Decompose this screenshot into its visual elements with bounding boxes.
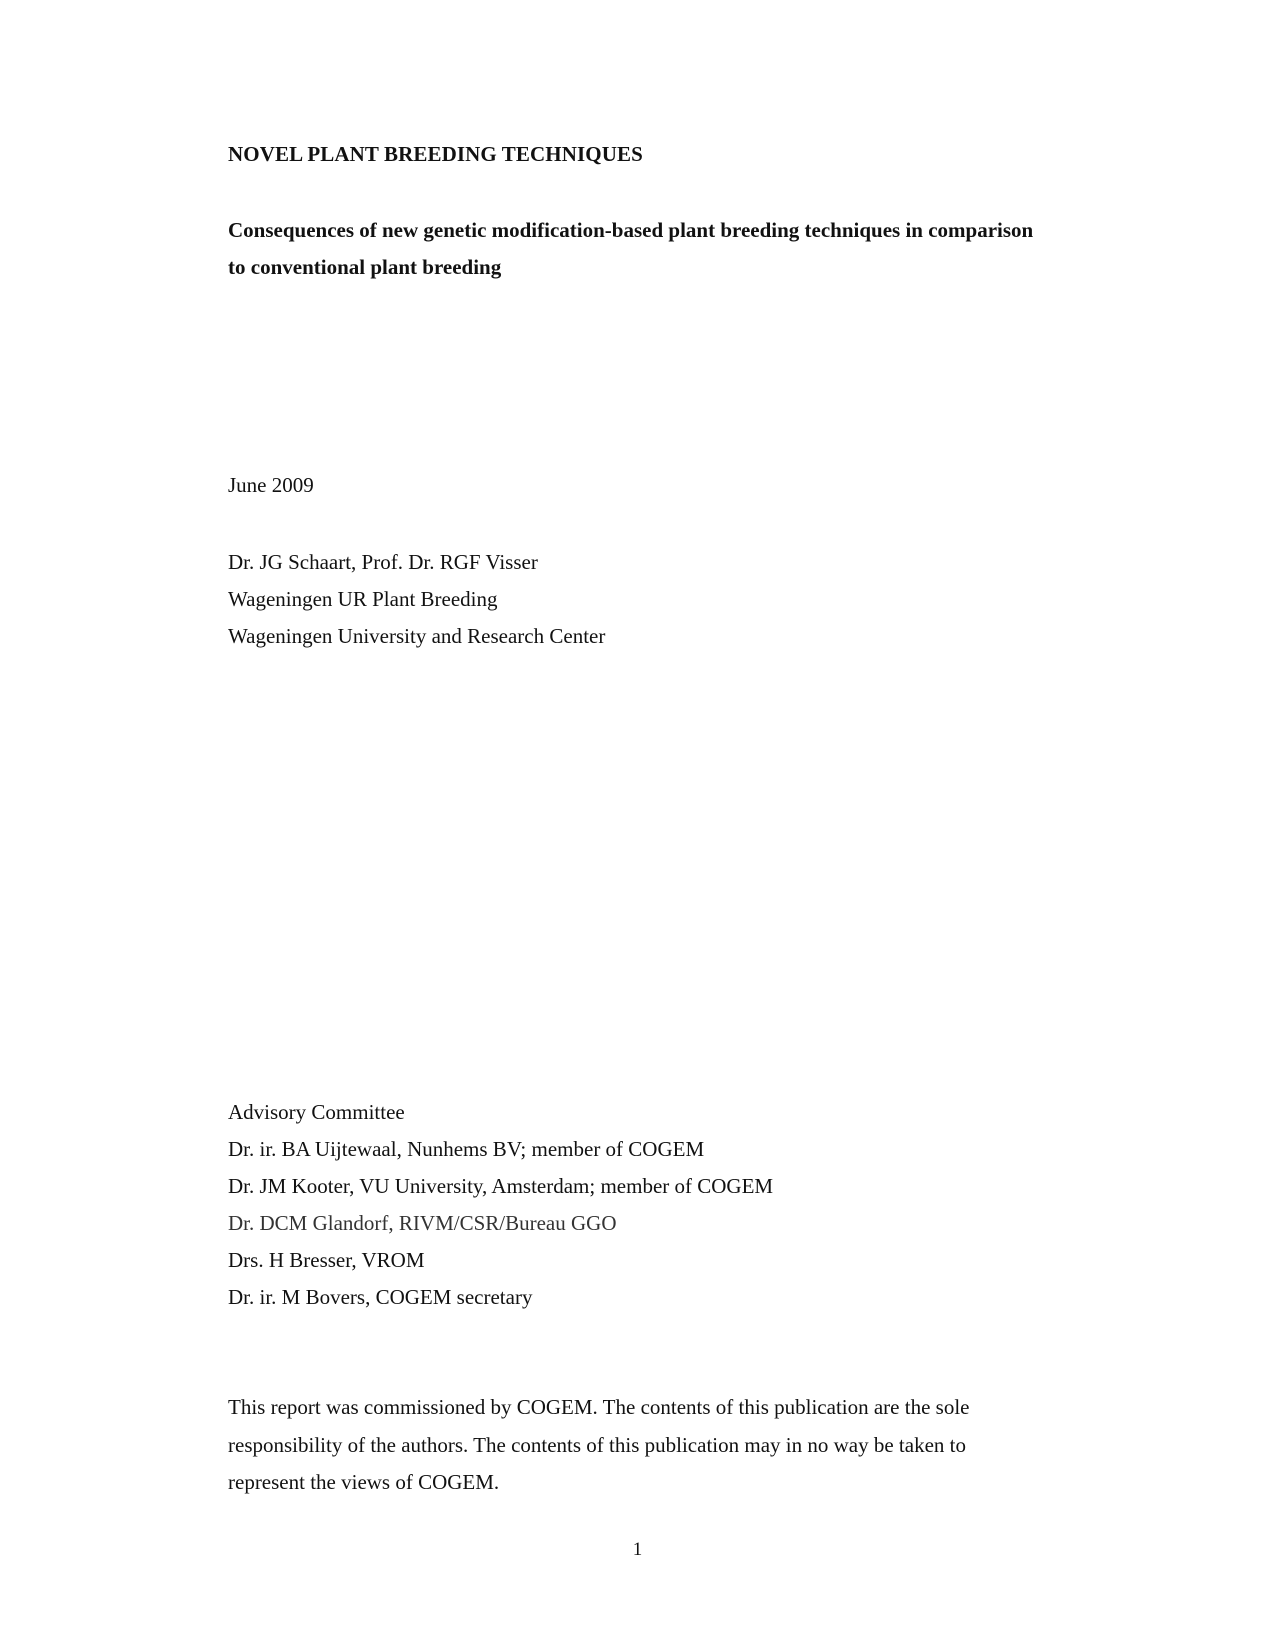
subtitle-line: Consequences of new genetic modification-based plant breeding techniques in comparison: [228, 218, 1034, 242]
author-block: [228, 544, 1088, 655]
committee-member: Dr. DCM Glandorf, RIVM/CSR/Bureau GGO: [228, 1211, 617, 1235]
publication-date: June 2009: [228, 473, 314, 497]
disclaimer: [228, 1389, 1088, 1502]
author-department: Wageningen UR Plant Breeding: [228, 587, 498, 611]
committee-member: Dr. ir. M Bovers, COGEM secretary: [228, 1285, 533, 1309]
committee-member: Dr. JM Kooter, VU University, Amsterdam; member of COGEM: [228, 1174, 774, 1198]
disclaimer-line: responsibility of the authors. The contents of this publication may in no way be taken to: [228, 1432, 966, 1457]
committee-heading: Advisory Committee: [228, 1100, 405, 1124]
committee-member: Drs. H Bresser, VROM: [228, 1248, 425, 1272]
disclaimer-line: This report was commissioned by COGEM. The contents of this publication are the sole: [228, 1395, 970, 1419]
author-institution: Wageningen University and Research Center: [228, 624, 606, 648]
committee-member: Dr. ir. BA Uijtewaal, Nunhems BV; member of COGEM: [228, 1137, 705, 1161]
disclaimer-line: represent the views of COGEM.: [228, 1470, 500, 1494]
report-subtitle: [228, 212, 1088, 286]
advisory-committee: [228, 1094, 1088, 1316]
report-title: NOVEL PLANT BREEDING TECHNIQUES: [228, 142, 643, 166]
page-number: 1: [632, 1539, 643, 1560]
subtitle-line: to conventional plant breeding: [228, 255, 502, 279]
author-names: Dr. JG Schaart, Prof. Dr. RGF Visser: [228, 550, 538, 574]
